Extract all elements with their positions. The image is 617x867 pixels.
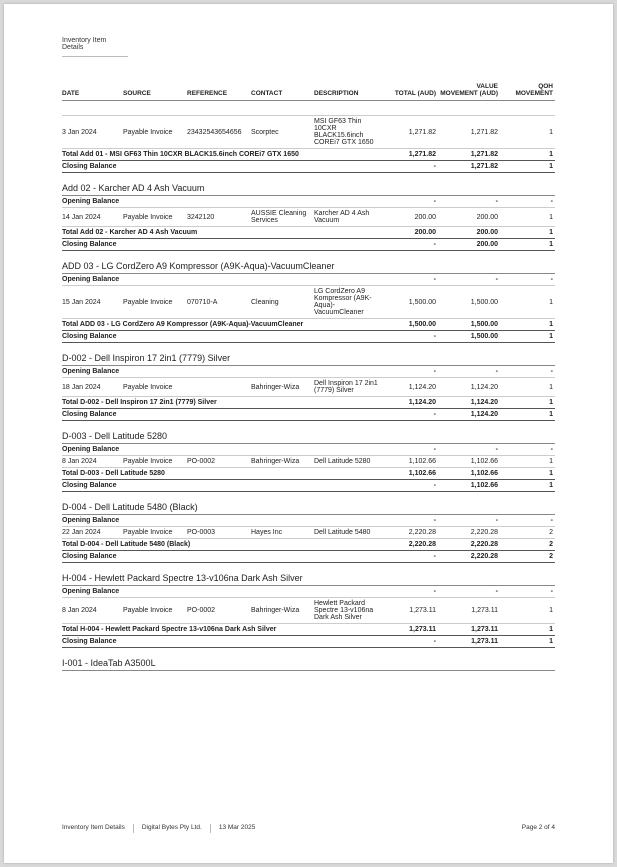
txn-value: 1,124.20 bbox=[438, 378, 500, 397]
table-body bbox=[62, 101, 555, 671]
group-heading-row bbox=[62, 492, 555, 515]
group-title: I-001 - IdeaTab A3500L bbox=[62, 648, 555, 671]
txn-source: Payable Invoice bbox=[123, 286, 187, 319]
closing-label: Closing Balance bbox=[62, 636, 380, 648]
txn-total: 1,124.20 bbox=[380, 378, 438, 397]
txn-value: 1,271.82 bbox=[438, 116, 500, 149]
table-row bbox=[62, 208, 555, 227]
total-row bbox=[62, 149, 555, 161]
closing-value: 1,124.20 bbox=[438, 409, 500, 421]
opening-label: Opening Balance bbox=[62, 274, 380, 286]
header-row bbox=[62, 81, 555, 101]
opening-value: - bbox=[438, 366, 500, 378]
opening-label: Opening Balance bbox=[62, 586, 380, 598]
txn-contact: Bahringer-Wiza bbox=[251, 598, 314, 624]
col-source: SOURCE bbox=[123, 81, 187, 101]
total-qoh: 1 bbox=[500, 149, 555, 161]
txn-reference: 23432543654656 bbox=[187, 116, 251, 149]
total-label: Total Add 02 - Karcher AD 4 Ash Vacuum bbox=[62, 227, 380, 239]
col-value-movement: VALUE MOVEMENT (AUD) bbox=[438, 81, 500, 101]
opening-value: - bbox=[438, 515, 500, 527]
closing-label: Closing Balance bbox=[62, 331, 380, 343]
total-label: Total D-002 - Dell Inspiron 17 2in1 (7779) Silver bbox=[62, 397, 380, 409]
closing-value: 1,500.00 bbox=[438, 331, 500, 343]
closing-qoh: 1 bbox=[500, 409, 555, 421]
col-qoh-movement: QOH MOVEMENT bbox=[500, 81, 555, 101]
closing-balance-row bbox=[62, 331, 555, 343]
opening-balance-row bbox=[62, 586, 555, 598]
opening-value: - bbox=[438, 586, 500, 598]
closing-qoh: 1 bbox=[500, 480, 555, 492]
total-value: 1,500.00 bbox=[438, 319, 500, 331]
opening-qoh: - bbox=[500, 515, 555, 527]
total-label: Total H-004 - Hewlett Packard Spectre 13-v106na Dark Ash Silver bbox=[62, 624, 380, 636]
opening-balance-row bbox=[62, 366, 555, 378]
opening-total: - bbox=[380, 515, 438, 527]
opening-balance-row bbox=[62, 274, 555, 286]
total-row bbox=[62, 227, 555, 239]
total-total: 2,220.28 bbox=[380, 539, 438, 551]
closing-qoh: 1 bbox=[500, 161, 555, 173]
inventory-table bbox=[62, 81, 555, 671]
total-qoh: 1 bbox=[500, 227, 555, 239]
txn-date: 18 Jan 2024 bbox=[62, 378, 123, 397]
txn-total: 1,102.66 bbox=[380, 456, 438, 468]
txn-total: 200.00 bbox=[380, 208, 438, 227]
txn-qoh: 1 bbox=[500, 208, 555, 227]
col-total: TOTAL (AUD) bbox=[380, 81, 438, 101]
closing-balance-row bbox=[62, 239, 555, 251]
txn-reference: PO-0002 bbox=[187, 456, 251, 468]
total-qoh: 1 bbox=[500, 468, 555, 480]
report-title: Inventory Item Details bbox=[62, 37, 128, 57]
closing-total: - bbox=[380, 551, 438, 563]
txn-total: 1,273.11 bbox=[380, 598, 438, 624]
txn-value: 200.00 bbox=[438, 208, 500, 227]
closing-label: Closing Balance bbox=[62, 409, 380, 421]
group-title: D-003 - Dell Latitude 5280 bbox=[62, 421, 555, 444]
page-number: Page 2 of 4 bbox=[521, 824, 555, 831]
txn-contact: Bahringer-Wiza bbox=[251, 456, 314, 468]
group-title: H-004 - Hewlett Packard Spectre 13-v106na Dark Ash Silver bbox=[62, 563, 555, 586]
opening-label: Opening Balance bbox=[62, 196, 380, 208]
closing-value: 2,220.28 bbox=[438, 551, 500, 563]
closing-total: - bbox=[380, 239, 438, 251]
closing-label: Closing Balance bbox=[62, 239, 380, 251]
txn-contact: Cleaning bbox=[251, 286, 314, 319]
total-label: Total ADD 03 - LG CordZero A9 Kompressor (A9K-Aqua)-VacuumCleaner bbox=[62, 319, 380, 331]
closing-total: - bbox=[380, 636, 438, 648]
group-title: ADD 03 - LG CordZero A9 Kompressor (A9K-Aqua)-VacuumCleaner bbox=[62, 251, 555, 274]
group-title: D-004 - Dell Latitude 5480 (Black) bbox=[62, 492, 555, 515]
total-value: 200.00 bbox=[438, 227, 500, 239]
txn-total: 2,220.28 bbox=[380, 527, 438, 539]
closing-value: 1,273.11 bbox=[438, 636, 500, 648]
group-heading-row bbox=[62, 343, 555, 366]
txn-description: Dell Inspiron 17 2in1 (7779) Silver bbox=[314, 378, 380, 397]
closing-label: Closing Balance bbox=[62, 480, 380, 492]
total-total: 1,271.82 bbox=[380, 149, 438, 161]
closing-qoh: 1 bbox=[500, 636, 555, 648]
txn-description: Dell Latitude 5480 bbox=[314, 527, 380, 539]
txn-contact: Scorptec bbox=[251, 116, 314, 149]
total-total: 200.00 bbox=[380, 227, 438, 239]
total-label: Total Add 01 - MSI GF63 Thin 10CXR BLACK15.6inch COREi7 GTX 1650 bbox=[62, 149, 380, 161]
closing-total: - bbox=[380, 409, 438, 421]
footer-divider bbox=[210, 824, 211, 833]
opening-qoh: - bbox=[500, 274, 555, 286]
page-footer bbox=[62, 824, 555, 833]
txn-date: 8 Jan 2024 bbox=[62, 456, 123, 468]
closing-total: - bbox=[380, 161, 438, 173]
total-total: 1,102.66 bbox=[380, 468, 438, 480]
txn-description: Hewlett Packard Spectre 13-v106na Dark Ash Silver bbox=[314, 598, 380, 624]
opening-qoh: - bbox=[500, 366, 555, 378]
txn-date: 15 Jan 2024 bbox=[62, 286, 123, 319]
total-value: 2,220.28 bbox=[438, 539, 500, 551]
total-total: 1,273.11 bbox=[380, 624, 438, 636]
opening-total: - bbox=[380, 274, 438, 286]
closing-balance-row bbox=[62, 480, 555, 492]
group-heading-row bbox=[62, 421, 555, 444]
txn-value: 1,500.00 bbox=[438, 286, 500, 319]
total-qoh: 1 bbox=[500, 397, 555, 409]
txn-date: 14 Jan 2024 bbox=[62, 208, 123, 227]
opening-balance-row bbox=[62, 196, 555, 208]
txn-total: 1,500.00 bbox=[380, 286, 438, 319]
closing-balance-row bbox=[62, 636, 555, 648]
opening-total: - bbox=[380, 586, 438, 598]
txn-description: LG CordZero A9 Kompressor (A9K-Aqua)-VacuumCleaner bbox=[314, 286, 380, 319]
footer-date: 13 Mar 2025 bbox=[218, 824, 256, 831]
footer-report-name: Inventory Item Details bbox=[62, 824, 125, 831]
table-row bbox=[62, 378, 555, 397]
txn-reference: PO-0002 bbox=[187, 598, 251, 624]
txn-reference: 070710-A bbox=[187, 286, 251, 319]
txn-source: Payable Invoice bbox=[123, 378, 187, 397]
col-reference: REFERENCE bbox=[187, 81, 251, 101]
closing-value: 1,102.66 bbox=[438, 480, 500, 492]
txn-qoh: 1 bbox=[500, 286, 555, 319]
txn-description: Dell Latitude 5280 bbox=[314, 456, 380, 468]
txn-contact: AUSSIE Cleaning Services bbox=[251, 208, 314, 227]
txn-description: MSI GF63 Thin 10CXR BLACK15.6inch COREi7 GTX 1650 bbox=[314, 116, 380, 149]
total-qoh: 2 bbox=[500, 539, 555, 551]
txn-source: Payable Invoice bbox=[123, 116, 187, 149]
closing-balance-row bbox=[62, 551, 555, 563]
txn-reference bbox=[187, 378, 251, 397]
group-title: Add 02 - Karcher AD 4 Ash Vacuum bbox=[62, 173, 555, 196]
footer-divider bbox=[133, 824, 134, 833]
opening-label: Opening Balance bbox=[62, 515, 380, 527]
txn-description: Karcher AD 4 Ash Vacuum bbox=[314, 208, 380, 227]
txn-source: Payable Invoice bbox=[123, 456, 187, 468]
closing-label: Closing Balance bbox=[62, 551, 380, 563]
closing-total: - bbox=[380, 480, 438, 492]
opening-total: - bbox=[380, 366, 438, 378]
closing-value: 200.00 bbox=[438, 239, 500, 251]
txn-date: 22 Jan 2024 bbox=[62, 527, 123, 539]
group-heading-row bbox=[62, 173, 555, 196]
spacer-row bbox=[62, 101, 555, 116]
txn-qoh: 1 bbox=[500, 116, 555, 149]
table-row bbox=[62, 456, 555, 468]
opening-value: - bbox=[438, 444, 500, 456]
closing-qoh: 1 bbox=[500, 331, 555, 343]
opening-balance-row bbox=[62, 444, 555, 456]
total-qoh: 1 bbox=[500, 624, 555, 636]
opening-value: - bbox=[438, 196, 500, 208]
col-contact: CONTACT bbox=[251, 81, 314, 101]
total-total: 1,124.20 bbox=[380, 397, 438, 409]
total-label: Total D-003 - Dell Latitude 5280 bbox=[62, 468, 380, 480]
total-row bbox=[62, 397, 555, 409]
closing-label: Closing Balance bbox=[62, 161, 380, 173]
col-date: DATE bbox=[62, 81, 123, 101]
txn-source: Payable Invoice bbox=[123, 208, 187, 227]
txn-contact: Hayes Inc bbox=[251, 527, 314, 539]
txn-source: Payable Invoice bbox=[123, 527, 187, 539]
txn-reference: PO-0003 bbox=[187, 527, 251, 539]
opening-value: - bbox=[438, 274, 500, 286]
total-value: 1,273.11 bbox=[438, 624, 500, 636]
total-row bbox=[62, 319, 555, 331]
report-page bbox=[4, 4, 613, 863]
total-row bbox=[62, 468, 555, 480]
opening-balance-row bbox=[62, 515, 555, 527]
closing-qoh: 1 bbox=[500, 239, 555, 251]
total-qoh: 1 bbox=[500, 319, 555, 331]
table-row bbox=[62, 598, 555, 624]
opening-qoh: - bbox=[500, 196, 555, 208]
total-total: 1,500.00 bbox=[380, 319, 438, 331]
total-row bbox=[62, 539, 555, 551]
total-value: 1,124.20 bbox=[438, 397, 500, 409]
txn-qoh: 1 bbox=[500, 598, 555, 624]
closing-qoh: 2 bbox=[500, 551, 555, 563]
closing-balance-row bbox=[62, 161, 555, 173]
txn-total: 1,271.82 bbox=[380, 116, 438, 149]
table-row bbox=[62, 527, 555, 539]
total-label: Total D-004 - Dell Latitude 5480 (Black) bbox=[62, 539, 380, 551]
opening-qoh: - bbox=[500, 444, 555, 456]
txn-qoh: 1 bbox=[500, 378, 555, 397]
opening-qoh: - bbox=[500, 586, 555, 598]
col-description: DESCRIPTION bbox=[314, 81, 380, 101]
group-heading-row bbox=[62, 563, 555, 586]
txn-date: 3 Jan 2024 bbox=[62, 116, 123, 149]
txn-qoh: 1 bbox=[500, 456, 555, 468]
total-row bbox=[62, 624, 555, 636]
closing-total: - bbox=[380, 331, 438, 343]
opening-total: - bbox=[380, 444, 438, 456]
txn-contact: Bahringer-Wiza bbox=[251, 378, 314, 397]
txn-reference: 3242120 bbox=[187, 208, 251, 227]
table-row bbox=[62, 116, 555, 149]
footer-company: Digital Bytes Pty Ltd. bbox=[141, 824, 202, 831]
txn-value: 1,273.11 bbox=[438, 598, 500, 624]
closing-value: 1,271.82 bbox=[438, 161, 500, 173]
opening-label: Opening Balance bbox=[62, 366, 380, 378]
total-value: 1,271.82 bbox=[438, 149, 500, 161]
txn-value: 1,102.66 bbox=[438, 456, 500, 468]
group-heading-row bbox=[62, 251, 555, 274]
opening-total: - bbox=[380, 196, 438, 208]
closing-balance-row bbox=[62, 409, 555, 421]
group-heading-row bbox=[62, 648, 555, 671]
txn-date: 8 Jan 2024 bbox=[62, 598, 123, 624]
group-title: D-002 - Dell Inspiron 17 2in1 (7779) Silver bbox=[62, 343, 555, 366]
txn-source: Payable Invoice bbox=[123, 598, 187, 624]
total-value: 1,102.66 bbox=[438, 468, 500, 480]
table-row bbox=[62, 286, 555, 319]
opening-label: Opening Balance bbox=[62, 444, 380, 456]
txn-value: 2,220.28 bbox=[438, 527, 500, 539]
txn-qoh: 2 bbox=[500, 527, 555, 539]
